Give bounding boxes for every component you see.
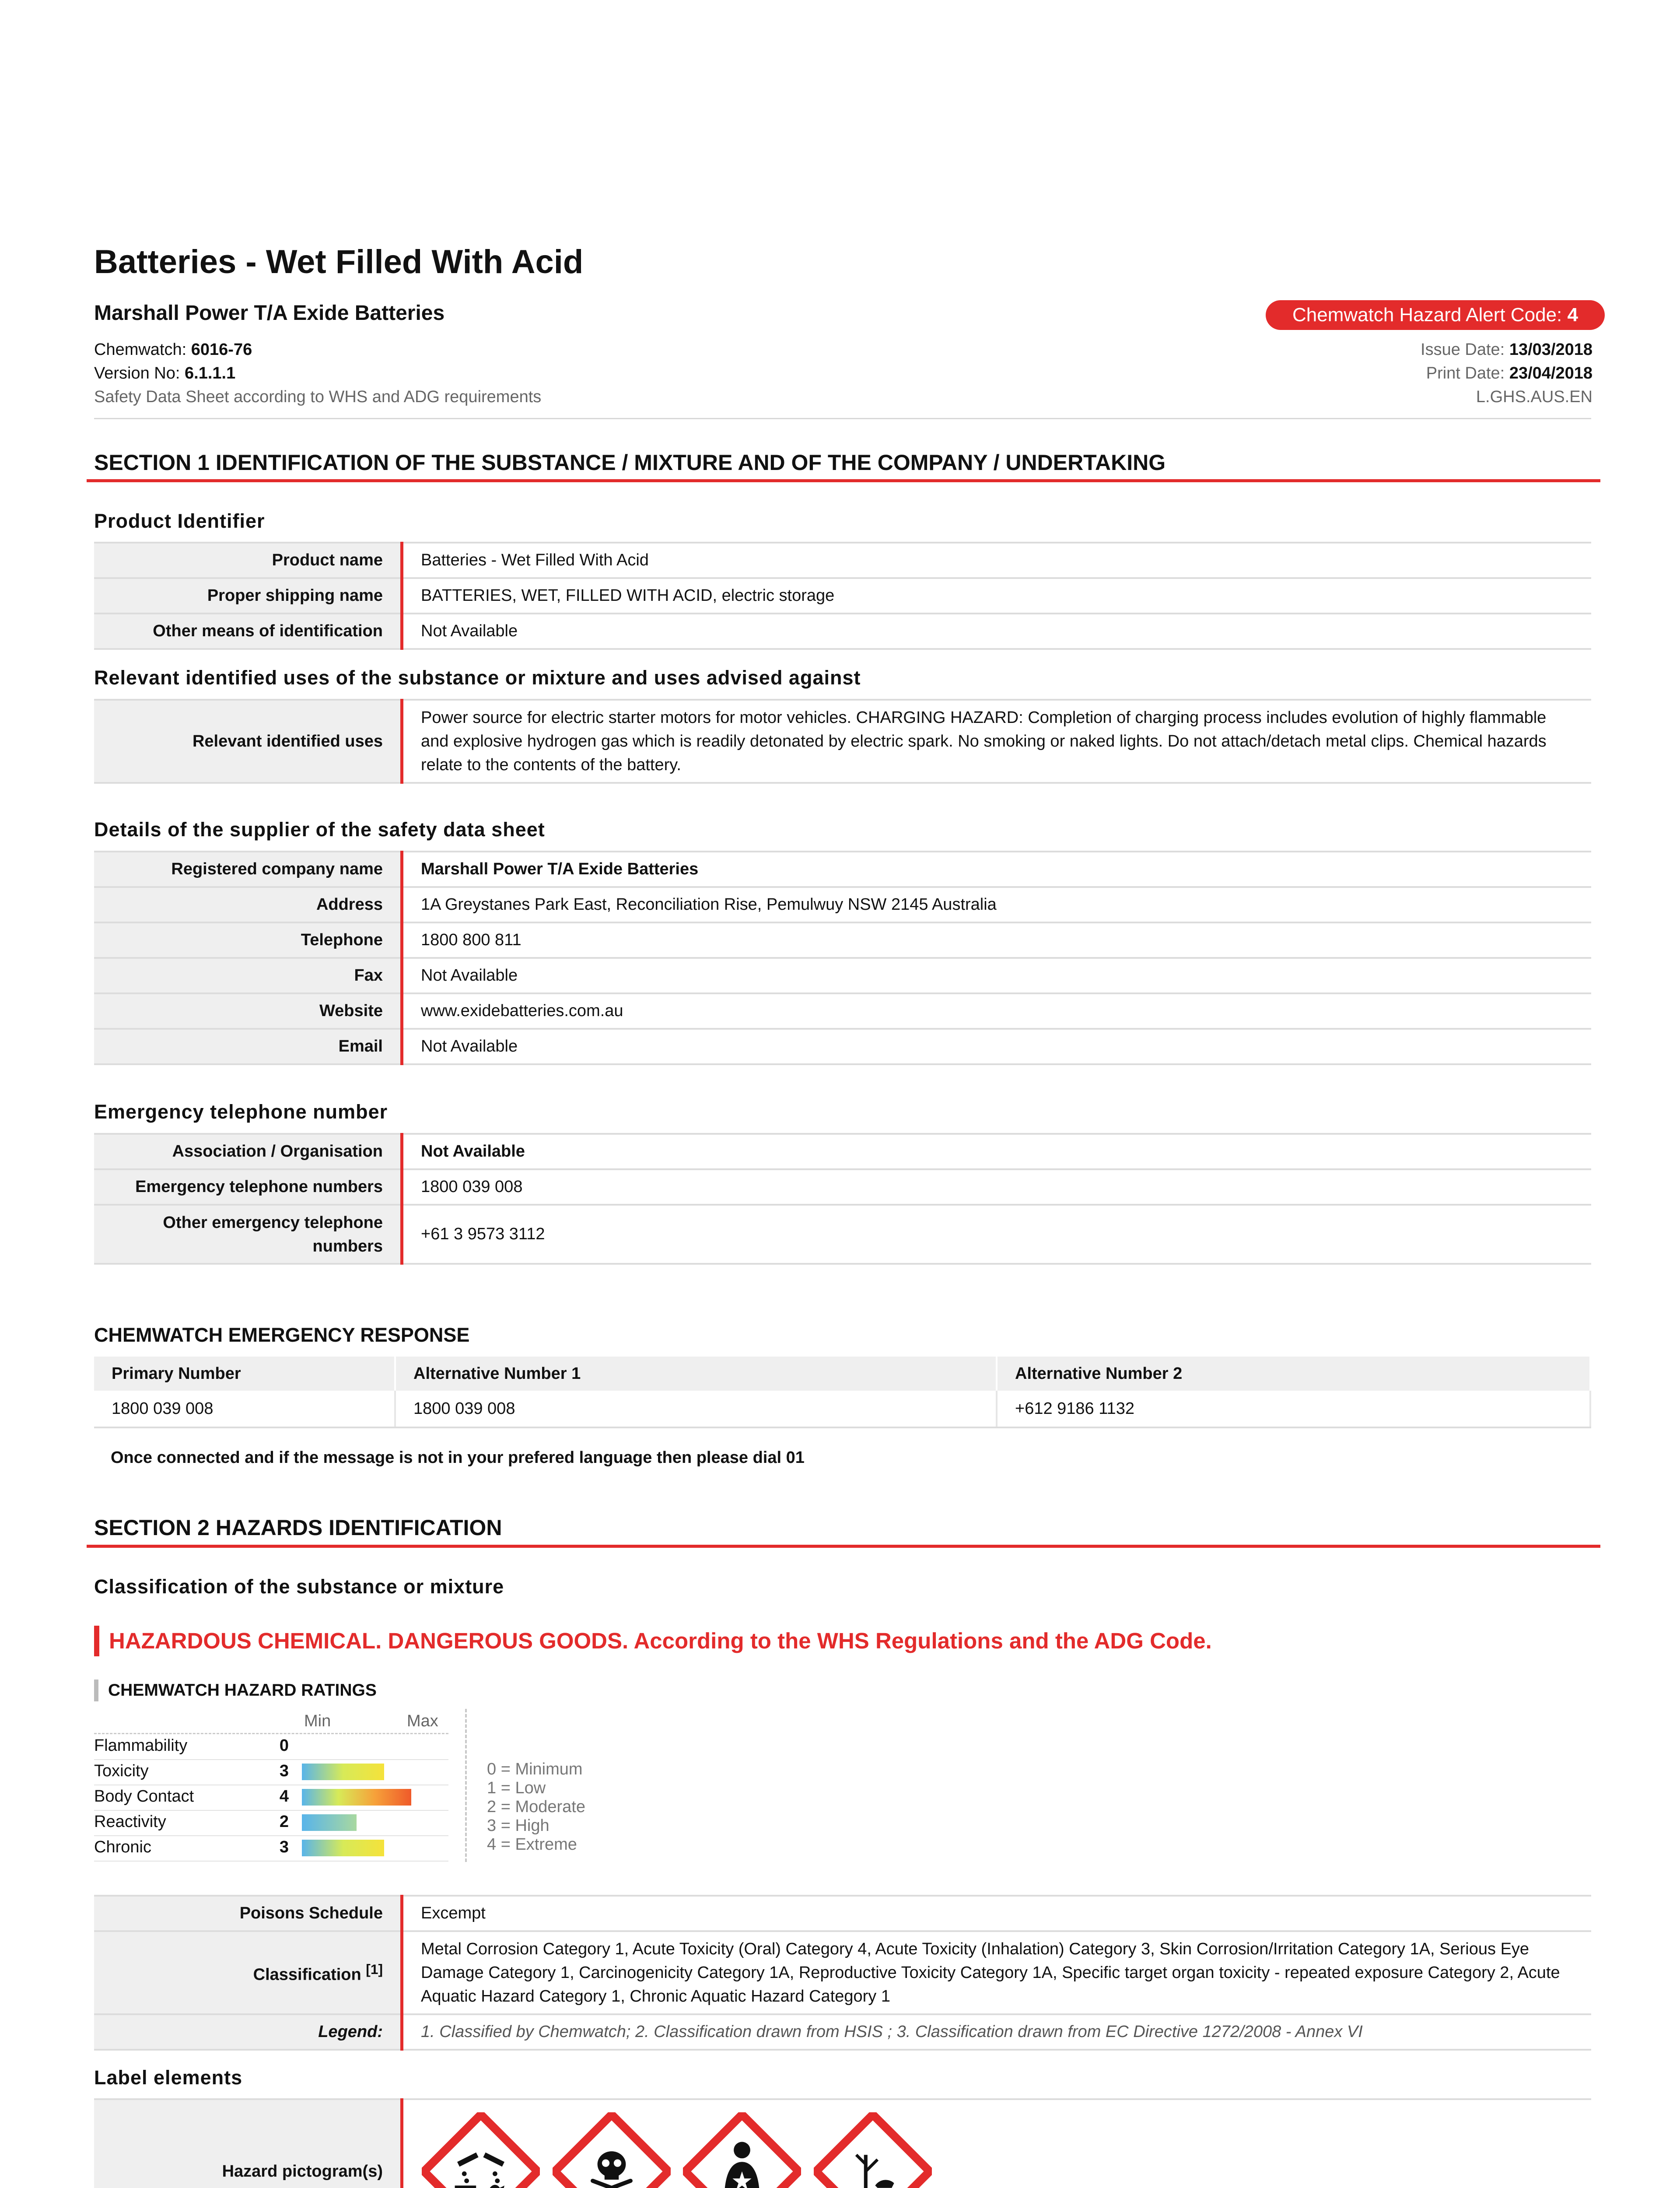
section2-rule — [87, 1545, 1600, 1548]
table-row — [94, 700, 1591, 783]
row-key: Classification [1] — [94, 1931, 402, 2014]
scale-item: 4 = Extreme — [487, 1835, 577, 1854]
rating-label: Flammability — [94, 1736, 188, 1755]
issue-date: Issue Date: 13/03/2018 — [1421, 340, 1592, 359]
row-key: Fax — [94, 958, 402, 993]
table-row — [94, 852, 1591, 887]
row-value: Not Available — [402, 958, 1592, 993]
rating-row-divider — [94, 1810, 448, 1811]
row-key: Other means of identification — [94, 614, 402, 649]
ratings-min-label: Min — [304, 1712, 331, 1730]
skull-crossbones-icon — [553, 2112, 671, 2188]
rating-value: 3 — [279, 1838, 289, 1856]
rating-bar — [302, 1814, 357, 1831]
rating-label: Toxicity — [94, 1762, 149, 1780]
classification-footnote: [1] — [366, 1961, 383, 1977]
print-date: Print Date: 23/04/2018 — [1426, 364, 1592, 382]
row-key: Product name — [94, 543, 402, 578]
table-cell: 1800 039 008 — [395, 1391, 997, 1427]
rating-value: 3 — [279, 1762, 289, 1780]
row-key: Email — [94, 1029, 402, 1064]
table-row — [94, 958, 1591, 993]
table-row — [94, 993, 1591, 1029]
product-identifier-heading: Product Identifier — [94, 510, 265, 532]
hazard-alert-code: 4 — [1567, 304, 1578, 326]
supplier-heading: Details of the supplier of the safety data sheet — [94, 818, 545, 841]
row-key: Proper shipping name — [94, 578, 402, 614]
rating-label: Chronic — [94, 1838, 151, 1856]
emergency-response-table — [94, 1357, 1591, 1428]
chemwatch-id: Chemwatch: 6016-76 — [94, 340, 252, 359]
rating-row-divider — [94, 1861, 448, 1862]
classification-heading: Classification of the substance or mixture — [94, 1575, 504, 1598]
row-key: Website — [94, 993, 402, 1029]
column-header: Primary Number — [94, 1357, 395, 1391]
table-row — [94, 922, 1591, 958]
table-row — [94, 1134, 1591, 1169]
rating-bar — [302, 1764, 384, 1780]
environment-icon — [814, 2112, 932, 2188]
language-note: Once connected and if the message is not in your prefered language then please dial 01 — [111, 1448, 805, 1467]
table-row — [94, 2099, 1591, 2188]
row-value: Excempt — [402, 1896, 1592, 1931]
uses-heading: Relevant identified uses of the substance or mixture and uses advised against — [94, 666, 861, 689]
table-row — [94, 2014, 1591, 2050]
row-value: 1800 800 811 — [402, 922, 1592, 958]
row-value: Not Available — [402, 1134, 1592, 1169]
health-hazard-icon — [683, 2112, 801, 2188]
label-elements-table — [94, 2098, 1591, 2188]
corrosion-icon — [422, 2112, 540, 2188]
supplier-table — [94, 851, 1591, 1065]
rating-label: Body Contact — [94, 1787, 194, 1806]
classification-table — [94, 1895, 1591, 2051]
table-cell: 1800 039 008 — [94, 1391, 395, 1427]
table-row — [94, 1169, 1591, 1205]
row-value: Batteries - Wet Filled With Acid — [402, 543, 1592, 578]
section1-title: SECTION 1 IDENTIFICATION OF THE SUBSTANCE / MIXTURE AND OF THE COMPANY / UNDERTAKING — [94, 450, 1166, 475]
row-value: Marshall Power T/A Exide Batteries — [402, 852, 1592, 887]
locale-code: L.GHS.AUS.EN — [1476, 388, 1592, 406]
row-value: BATTERIES, WET, FILLED WITH ACID, electric storage — [402, 578, 1592, 614]
rating-bar — [302, 1840, 384, 1856]
hazard-ratings-heading: CHEMWATCH HAZARD RATINGS — [94, 1680, 377, 1701]
row-key: Association / Organisation — [94, 1134, 402, 1169]
version-number: Version No: 6.1.1.1 — [94, 364, 236, 382]
row-value: 1A Greystanes Park East, Reconciliation Rise, Pemulwuy NSW 2145 Australia — [402, 887, 1592, 922]
scale-item: 1 = Low — [487, 1779, 546, 1797]
row-key: Telephone — [94, 922, 402, 958]
emergency-table — [94, 1133, 1591, 1265]
rating-bar — [302, 1789, 411, 1806]
table-row — [94, 614, 1591, 649]
uses-table — [94, 699, 1591, 784]
rating-label: Reactivity — [94, 1813, 166, 1831]
rating-row-divider — [94, 1835, 448, 1836]
rating-value: 4 — [279, 1787, 289, 1806]
row-key: Other emergency telephone numbers — [94, 1205, 402, 1264]
hazardous-chemical-banner: HAZARDOUS CHEMICAL. DANGEROUS GOODS. According to the WHS Regulations and the ADG Code. — [94, 1626, 1212, 1656]
emergency-response-heading: CHEMWATCH EMERGENCY RESPONSE — [94, 1324, 470, 1346]
sds-note: Safety Data Sheet according to WHS and ADG requirements — [94, 388, 542, 406]
row-key: Registered company name — [94, 852, 402, 887]
table-row — [94, 1896, 1591, 1931]
table-row — [94, 1205, 1591, 1264]
table-row — [94, 1029, 1591, 1064]
row-value: 1. Classified by Chemwatch; 2. Classification drawn from HSIS ; 3. Classification drawn from EC Directive 1272/2008 - Annex VI — [402, 2014, 1592, 2050]
rating-value: 2 — [279, 1813, 289, 1831]
ratings-scale-legend — [487, 1760, 585, 1854]
hazard-alert-label: Chemwatch Hazard Alert Code: — [1292, 304, 1562, 326]
scale-item: 0 = Minimum — [487, 1760, 583, 1778]
label-elements-heading: Label elements — [94, 2066, 243, 2089]
rating-value: 0 — [279, 1736, 289, 1755]
row-value: Metal Corrosion Category 1, Acute Toxicity (Oral) Category 4, Acute Toxicity (Inhalation) Category 3, Skin Corrosion/Irritation Category 1A, Serious Eye Damage Category 1, Carcinogenicity Category 1A, Reproductive Toxicity Category 1A, Specific target organ toxicity - repeated exposure Category 2, Acute Aquatic Hazard Category 1, Chronic Aquatic Hazard Category 1 — [402, 1931, 1592, 2014]
header-divider — [94, 418, 1591, 419]
hazard-alert-badge — [1266, 300, 1605, 330]
row-key: Hazard pictogram(s) — [94, 2099, 402, 2188]
ratings-top-divider — [94, 1733, 448, 1734]
table-row — [94, 887, 1591, 922]
pictogram-list — [402, 2099, 1592, 2188]
table-header-row — [94, 1357, 1590, 1391]
table-row — [94, 578, 1591, 614]
company-name: Marshall Power T/A Exide Batteries — [94, 302, 445, 325]
table-row — [94, 543, 1591, 578]
rating-row-divider — [94, 1759, 448, 1760]
section1-rule — [87, 479, 1600, 482]
row-value: www.exidebatteries.com.au — [402, 993, 1592, 1029]
row-value: 1800 039 008 — [402, 1169, 1592, 1205]
row-value: Power source for electric starter motors for motor vehicles. CHARGING HAZARD: Completion of charging process includes evolution of highly flammable and explosive hydrogen gas which is readily detonated by electric spark. No smoking or naked lights. Do not attach/detach metal clips. Chemical hazards relate to the contents of the battery. — [402, 700, 1592, 783]
ratings-max-label: Max — [407, 1712, 438, 1730]
row-value: Not Available — [402, 1029, 1592, 1064]
table-row — [94, 1931, 1591, 2014]
column-header: Alternative Number 2 — [997, 1357, 1590, 1391]
scale-item: 3 = High — [487, 1816, 550, 1835]
row-key: Address — [94, 887, 402, 922]
table-row — [94, 1391, 1590, 1427]
row-key: Emergency telephone numbers — [94, 1169, 402, 1205]
document-title: Batteries - Wet Filled With Acid — [94, 243, 584, 281]
scale-item: 2 = Moderate — [487, 1798, 585, 1816]
product-identifier-table — [94, 542, 1591, 650]
row-value: Not Available — [402, 614, 1592, 649]
section2-title: SECTION 2 HAZARDS IDENTIFICATION — [94, 1515, 502, 1540]
row-key: Poisons Schedule — [94, 1896, 402, 1931]
emergency-heading: Emergency telephone number — [94, 1101, 388, 1123]
row-key: Relevant identified uses — [94, 700, 402, 783]
row-key: Legend: — [94, 2014, 402, 2050]
row-value: +61 3 9573 3112 — [402, 1205, 1592, 1264]
column-header: Alternative Number 1 — [395, 1357, 997, 1391]
ratings-divider — [465, 1709, 467, 1862]
table-cell: +612 9186 1132 — [997, 1391, 1590, 1427]
